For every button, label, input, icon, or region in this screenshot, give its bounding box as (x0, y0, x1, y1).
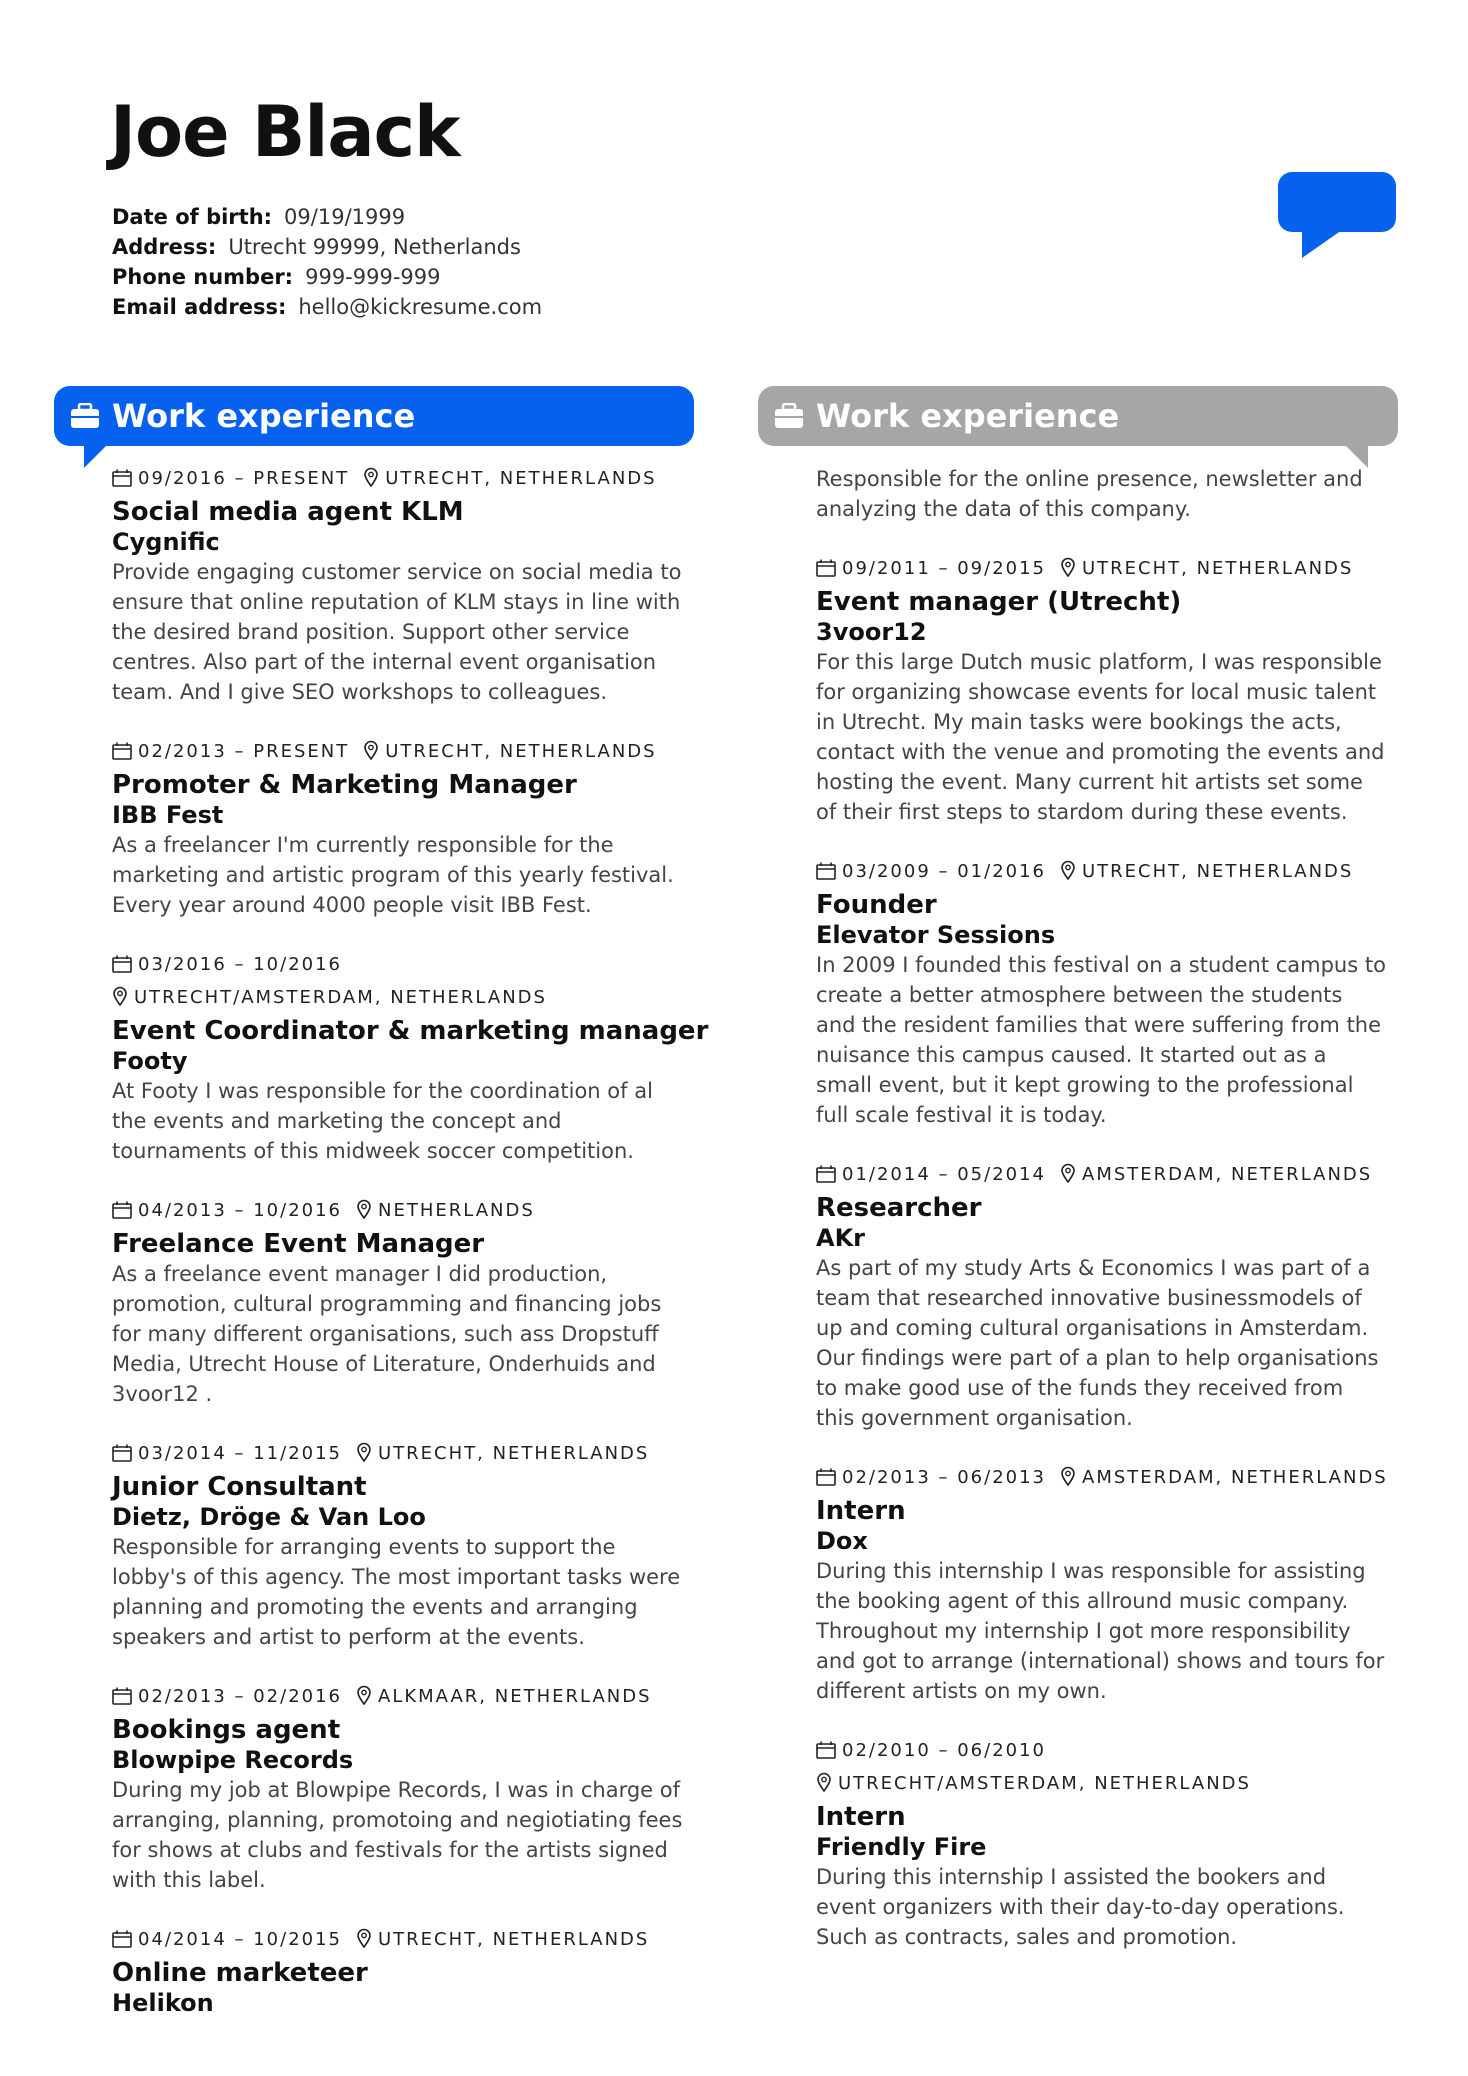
job-entry (816, 1463, 1388, 1706)
job-date (816, 558, 1046, 579)
job-location-text: AMSTERDAM, NETERLANDS (1082, 1164, 1373, 1185)
job-description: During this internship I assisted the bookers and event organizers with their day-to-day operations. Such as contracts, sales and promotion. (816, 1865, 1345, 1949)
job-location-text: UTRECHT, NETHERLANDS (378, 1929, 650, 1950)
calendar-icon (112, 1928, 132, 1958)
job-meta (112, 1925, 684, 1958)
job-description: In 2009 I founded this festival on a student campus to create a better atmosphere between the students and the resident families that were suffering from the nuisance this campus caused. It started out as a small event, but it kept growing to the professional full scale festival it is today. (816, 953, 1386, 1127)
calendar-icon (816, 557, 836, 587)
job-date-text: 09/2016 – PRESENT (138, 468, 350, 489)
location-pin-icon (356, 1685, 372, 1715)
job-location-text: UTRECHT, NETHERLANDS (385, 468, 657, 489)
job-location-text: UTRECHT, NETHERLANDS (1082, 558, 1354, 579)
section-title: Work experience (112, 397, 416, 435)
phone-value: 999-999-999 (305, 265, 441, 289)
job-company: AKr (816, 1224, 866, 1252)
location-pin-icon (356, 1442, 372, 1472)
job-company: Dietz, Dröge & Van Loo (112, 1503, 426, 1531)
job-location (112, 987, 547, 1008)
phone-label: Phone number: (112, 265, 294, 289)
job-date (816, 1164, 1046, 1185)
job-location (1060, 861, 1353, 882)
job-title: Event manager (Utrecht) (816, 587, 1182, 617)
address-label: Address: (112, 235, 217, 259)
job-description: As a freelance event manager I did production, promotion, cultural programming and financing jobs for many different organisations, such ass Dropstuff Media, Utrecht House of Literature, Onderhuids and 3voor12 . (112, 1262, 662, 1406)
job-description: During this internship I was responsible for assisting the booking agent of this allround music company. Throughout my internship I got more responsibility and got to arrange (international) shows and tours for different artists on my own. (816, 1559, 1385, 1703)
location-pin-icon (1060, 1466, 1076, 1496)
job-date-text: 02/2013 – 02/2016 (138, 1686, 342, 1707)
job-description: Provide engaging customer service on social media to ensure that online reputation of KLM stays in line with the desired brand position. Support other service centres. Also part of the internal event organisation team. And I give SEO workshops to colleagues. (112, 560, 682, 704)
job-date-text: 09/2011 – 09/2015 (842, 558, 1046, 579)
job-company: IBB Fest (112, 801, 224, 829)
location-pin-icon (356, 1199, 372, 1229)
job-company: Dox (816, 1527, 868, 1555)
job-date-text: 03/2009 – 01/2016 (842, 861, 1046, 882)
header-pointer (1344, 444, 1368, 468)
job-description: During my job at Blowpipe Records, I was in charge of arranging, planning, promotoing and negiotiating fees for shows at clubs and festivals for the artists signed with this label. (112, 1778, 683, 1892)
calendar-icon (112, 467, 132, 497)
job-location (363, 741, 656, 762)
location-pin-icon (1060, 1163, 1076, 1193)
email-value: hello@kickresume.com (298, 295, 543, 319)
dob-row (112, 202, 542, 232)
job-description: At Footy I was responsible for the coordination of al the events and marketing the concept and tournaments of this midweek soccer competition. (112, 1079, 653, 1163)
job-title: Promoter & Marketing Manager (112, 770, 577, 800)
job-location (356, 1443, 649, 1464)
job-location-text: UTRECHT/AMSTERDAM, NETHERLANDS (134, 987, 547, 1008)
job-date-text: 02/2010 – 06/2010 (842, 1740, 1046, 1761)
job-date (112, 1200, 342, 1221)
location-pin-icon (356, 1928, 372, 1958)
right-entries (758, 446, 1398, 1952)
job-title: Researcher (816, 1193, 982, 1223)
job-meta (816, 1160, 1388, 1193)
job-title: Freelance Event Manager (112, 1229, 485, 1259)
candidate-name: Joe Black (110, 91, 460, 173)
phone-row (112, 262, 542, 292)
email-row (112, 292, 542, 322)
left-entries (54, 446, 709, 2018)
job-date (816, 1467, 1046, 1488)
location-pin-icon (1060, 557, 1076, 587)
job-title: Bookings agent (112, 1715, 341, 1745)
location-pin-icon (363, 740, 379, 770)
speech-bubble-icon (1278, 172, 1398, 262)
job-date-text: 02/2013 – 06/2013 (842, 1467, 1046, 1488)
job-description: As part of my study Arts & Economics I was part of a team that researched innovative businessmodels of up and coming cultural organisations in Amsterdam. Our findings were part of a plan to help organisations to make good use of the funds they received from this government organisation. (816, 1256, 1379, 1430)
work-experience-header (54, 386, 694, 446)
job-location (356, 1686, 652, 1707)
job-date-text: 02/2013 – PRESENT (138, 741, 350, 762)
job-meta (816, 1463, 1388, 1496)
briefcase-icon (774, 403, 804, 429)
header-pointer (84, 444, 108, 468)
job-entry (112, 1439, 684, 1652)
job-entry (112, 1682, 684, 1895)
calendar-icon (112, 1199, 132, 1229)
job-title: Junior Consultant (112, 1472, 367, 1502)
job-date (112, 468, 349, 489)
dob-value: 09/19/1999 (284, 205, 406, 229)
job-date (112, 1443, 342, 1464)
job-date-text: 04/2013 – 10/2016 (138, 1200, 342, 1221)
job-meta (112, 1439, 684, 1472)
right-entry-list (816, 554, 1388, 1952)
job-entry (816, 1160, 1388, 1433)
job-location-text: UTRECHT, NETHERLANDS (378, 1443, 650, 1464)
personal-info (112, 202, 542, 322)
job-title: Event Coordinator & marketing manager (112, 1016, 709, 1046)
job-entry (112, 737, 684, 920)
job-company: 3voor12 (816, 618, 927, 646)
job-title: Founder (816, 890, 937, 920)
job-title: Online marketeer (112, 1958, 368, 1988)
job-date (112, 1929, 342, 1950)
job-location (363, 468, 656, 489)
job-date (112, 1686, 342, 1707)
location-pin-icon (363, 467, 379, 497)
job-meta (112, 464, 684, 497)
address-row (112, 232, 542, 262)
job-meta (112, 737, 684, 770)
job-date-text: 04/2014 – 10/2015 (138, 1929, 342, 1950)
dob-label: Date of birth: (112, 205, 273, 229)
job-entry (816, 857, 1388, 1130)
job-date-text: 03/2014 – 11/2015 (138, 1443, 342, 1464)
location-pin-icon (1060, 860, 1076, 890)
job-location (1060, 558, 1353, 579)
job-meta (112, 950, 684, 1016)
job-date (816, 1740, 1046, 1761)
job-title: Social media agent KLM (112, 497, 464, 527)
job-meta (112, 1682, 684, 1715)
job-location (356, 1929, 649, 1950)
address-value: Utrecht 99999, Netherlands (228, 235, 521, 259)
job-location (356, 1200, 535, 1221)
calendar-icon (112, 740, 132, 770)
work-experience-header-continued (758, 386, 1398, 446)
job-location-text: UTRECHT/AMSTERDAM, NETHERLANDS (838, 1773, 1251, 1794)
job-location-text: AMSTERDAM, NETHERLANDS (1082, 1467, 1388, 1488)
calendar-icon (816, 1466, 836, 1496)
calendar-icon (816, 860, 836, 890)
job-location-text: UTRECHT, NETHERLANDS (385, 741, 657, 762)
job-description: As a freelancer I'm currently responsible for the marketing and artistic program of this yearly festival. Every year around 4000 people visit IBB Fest. (112, 833, 674, 917)
job-description: For this large Dutch music platform, I was responsible for organizing showcase events for local music talent in Utrecht. My main tasks were bookings the acts, contact with the venue and promoting the events and hosting the event. Many current hit artists set some of their first steps to stardom during these events. (816, 650, 1385, 824)
job-location-text: UTRECHT, NETHERLANDS (1082, 861, 1354, 882)
job-entry (816, 554, 1388, 827)
email-label: Email address: (112, 295, 287, 319)
job-entry (112, 950, 709, 1166)
calendar-icon (816, 1739, 836, 1769)
continued-description: Responsible for the online presence, newsletter and analyzing the data of this company. (816, 467, 1363, 521)
briefcase-icon (70, 403, 100, 429)
calendar-icon (816, 1163, 836, 1193)
job-meta (816, 1736, 1388, 1802)
section-title: Work experience (816, 397, 1120, 435)
job-location (1060, 1164, 1372, 1185)
job-entry (112, 1925, 684, 2018)
job-meta (816, 857, 1388, 890)
job-company: Elevator Sessions (816, 921, 1056, 949)
job-company: Friendly Fire (816, 1833, 987, 1861)
calendar-icon (112, 1685, 132, 1715)
job-company: Footy (112, 1047, 188, 1075)
location-pin-icon (816, 1772, 832, 1802)
job-location-text: ALKMAAR, NETHERLANDS (378, 1686, 652, 1707)
job-date (816, 861, 1046, 882)
calendar-icon (112, 1442, 132, 1472)
location-pin-icon (112, 986, 128, 1016)
job-date-text: 01/2014 – 05/2014 (842, 1164, 1046, 1185)
job-title: Intern (816, 1802, 906, 1832)
job-meta (112, 1196, 684, 1229)
job-meta (816, 554, 1388, 587)
job-entry (112, 464, 684, 707)
calendar-icon (112, 953, 132, 983)
job-company: Cygnific (112, 528, 220, 556)
job-company: Helikon (112, 1989, 214, 2017)
job-description: Responsible for arranging events to support the lobby's of this agency. The most important tasks were planning and promoting the events and arranging speakers and artist to perform at the events. (112, 1535, 681, 1649)
job-location-text: NETHERLANDS (378, 1200, 535, 1221)
job-location (816, 1773, 1251, 1794)
job-title: Intern (816, 1496, 906, 1526)
job-date (112, 954, 342, 975)
job-company: Blowpipe Records (112, 1746, 354, 1774)
job-location (1060, 1467, 1388, 1488)
job-date-text: 03/2016 – 10/2016 (138, 954, 342, 975)
job-entry (816, 1736, 1388, 1952)
left-column (54, 386, 709, 2048)
right-column (758, 386, 1398, 1982)
job-entry (112, 1196, 684, 1409)
job-date (112, 741, 349, 762)
